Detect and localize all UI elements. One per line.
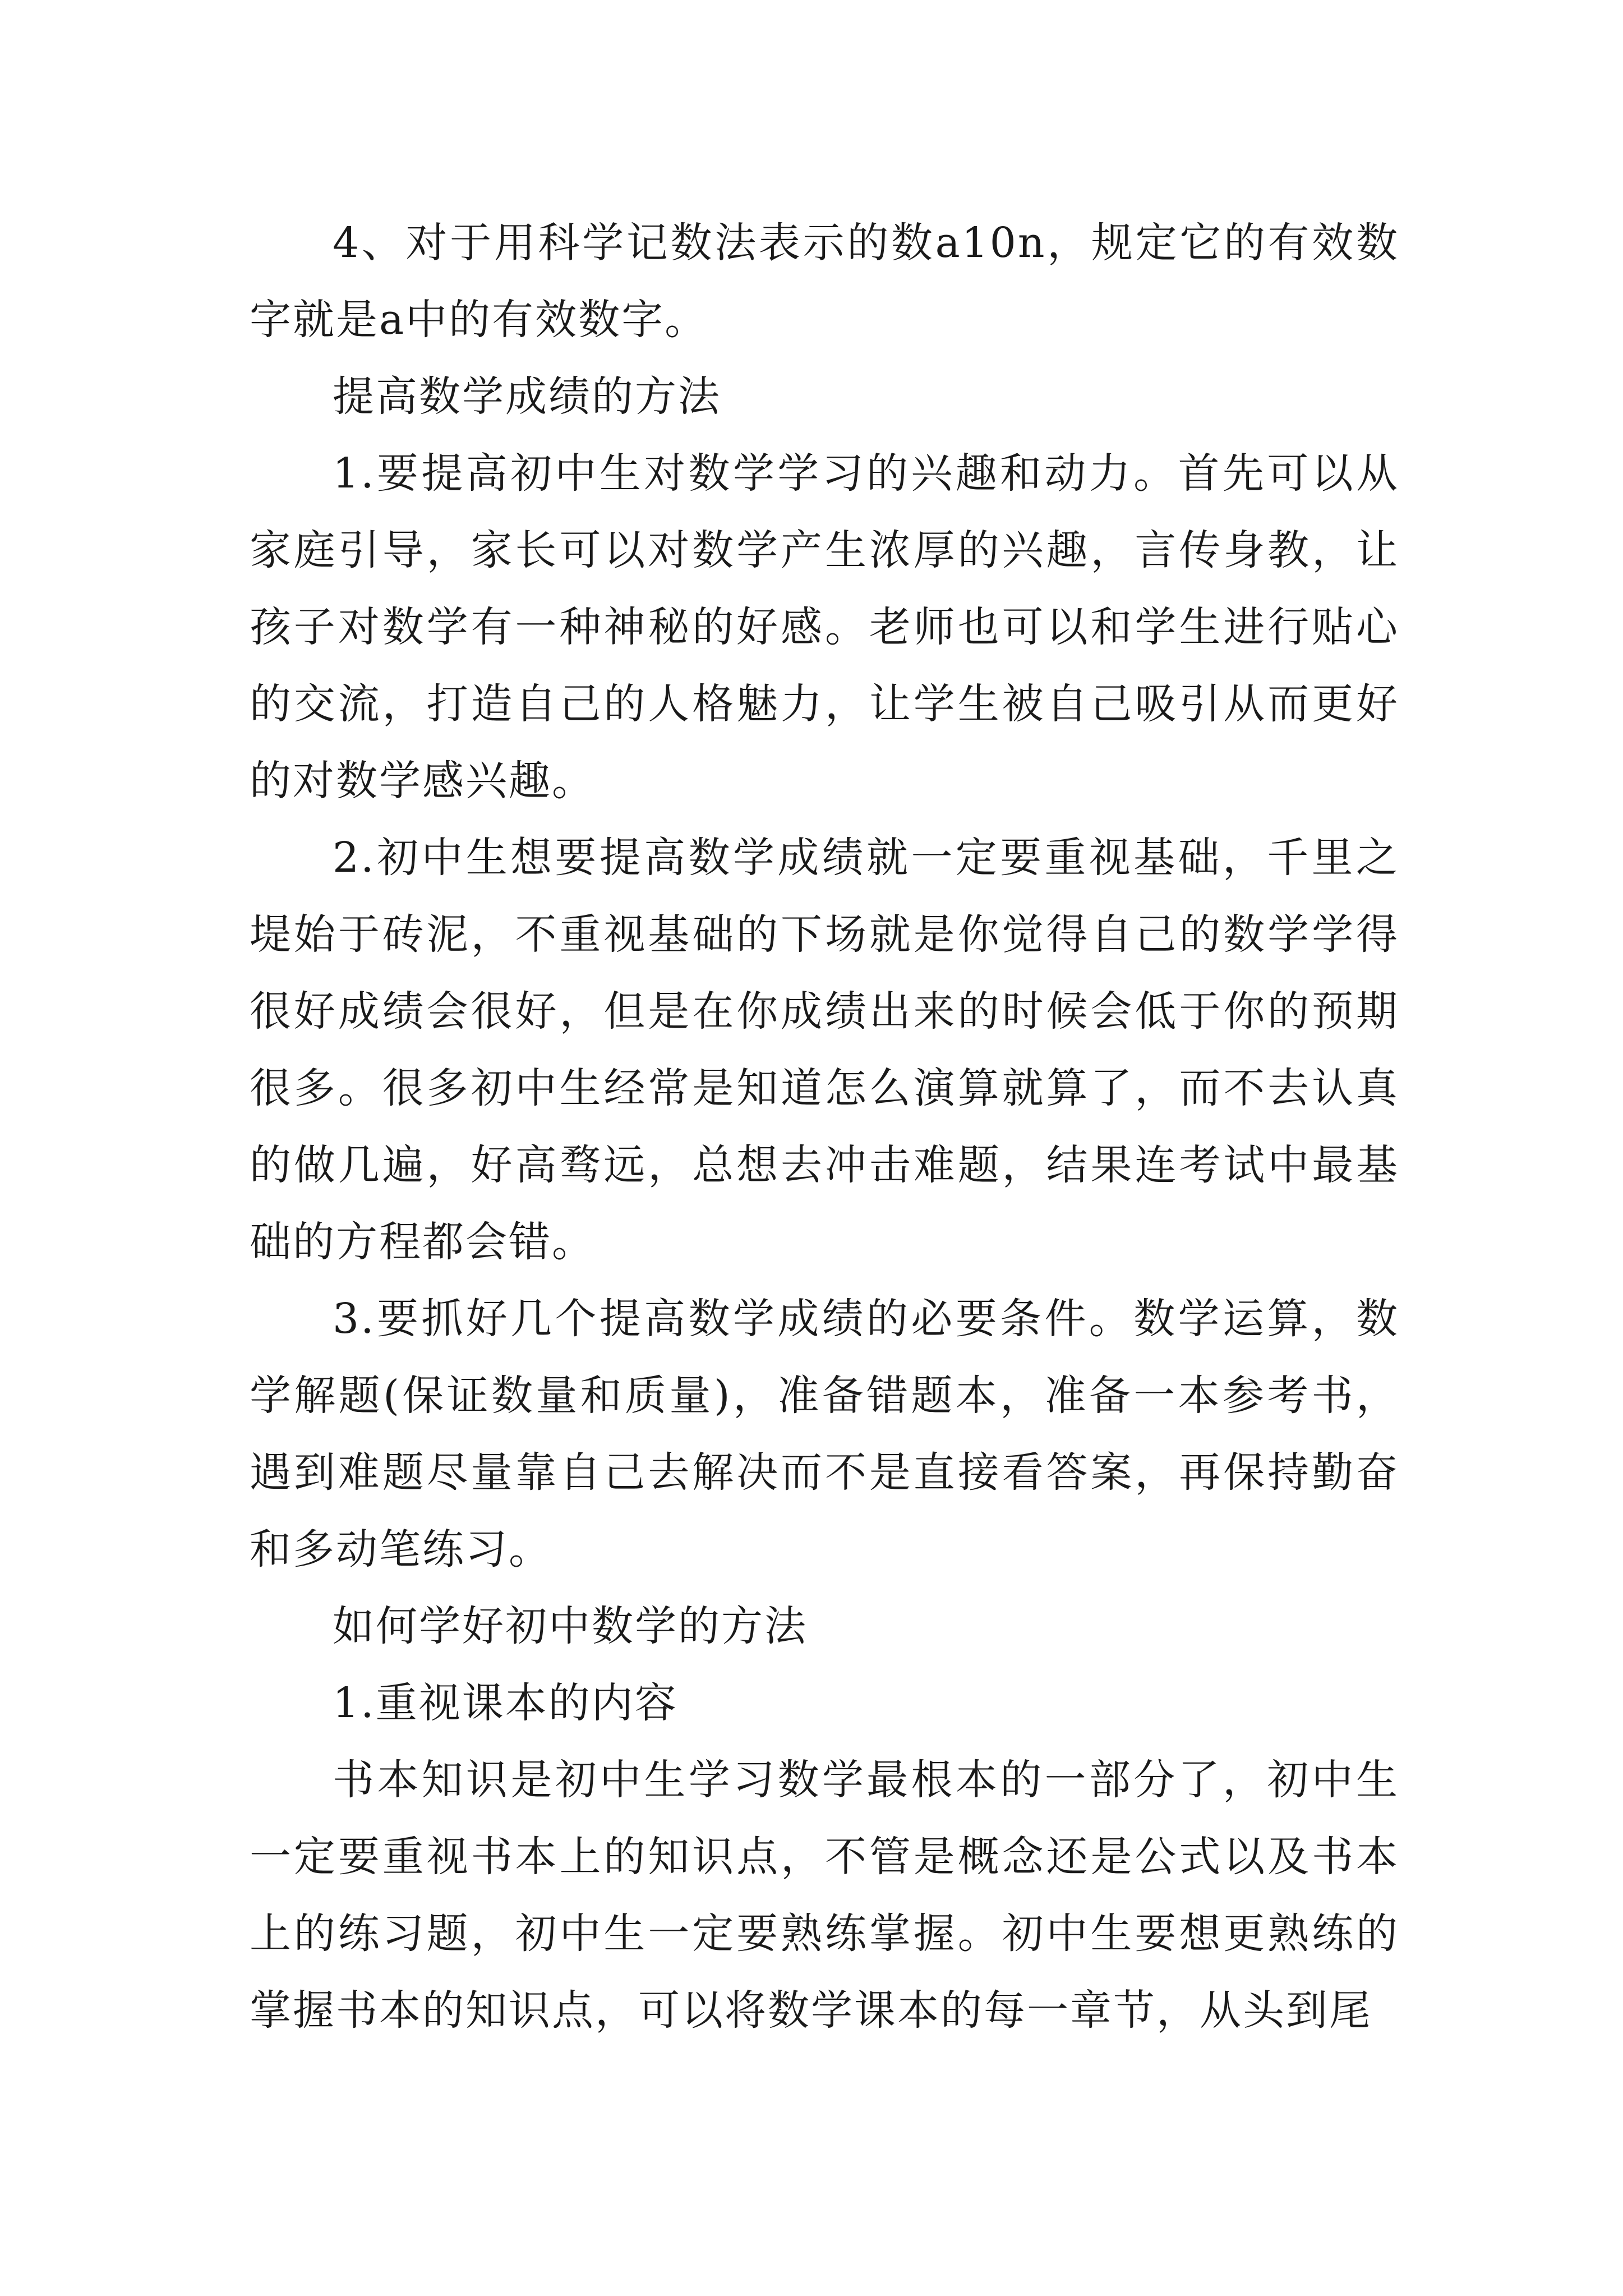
- paragraph-conditions: 3.要抓好几个提高数学成绩的必要条件。数学运算，数学解题(保证数量和质量)，准备错题本，准备一本参考书，遇到难题尽量靠自己去解决而不是直接看答案，再保持勤奋和多动笔练习。: [250, 1295, 1399, 1573]
- document-body: [250, 205, 1399, 2049]
- heading-improve-scores: 提高数学成绩的方法: [333, 372, 721, 421]
- paragraph-sig-figs-rule: 4、对于用科学记数法表示的数a10n，规定它的有效数字就是a中的有效数字。: [250, 219, 1399, 344]
- paragraph-interest-motivation: 1.要提高初中生对数学学习的兴趣和动力。首先可以从家庭引导，家长可以对数学产生浓厚的兴趣，言传身教，让孩子对数学有一种神秘的好感。老师也可以和学生进行贴心的交流，打造自己的人格魅力，让学生被自己吸引从而更好的对数学感兴趣。: [250, 449, 1399, 805]
- heading-learn-math: 如何学好初中数学的方法: [333, 1602, 808, 1650]
- subheading-textbook: 1.重视课本的内容: [333, 1679, 678, 1727]
- paragraph-basics: 2.初中生想要提高数学成绩就一定要重视基础，千里之堤始于砖泥，不重视基础的下场就是你觉得自己的数学学得很好成绩会很好，但是在你成绩出来的时候会低于你的预期很多。很多初中生经常是知道怎么演算就算了，而不去认真的做几遍，好高骛远，总想去冲击难题，结果连考试中最基础的方程都会错。: [250, 834, 1399, 1266]
- paragraph-textbook-knowledge: 书本知识是初中生学习数学最根本的一部分了，初中生一定要重视书本上的知识点，不管是概念还是公式以及书本上的练习题，初中生一定要熟练掌握。初中生要想更熟练的掌握书本的知识点，可以将数学课本的每一章节，从头到尾: [250, 1756, 1399, 2035]
